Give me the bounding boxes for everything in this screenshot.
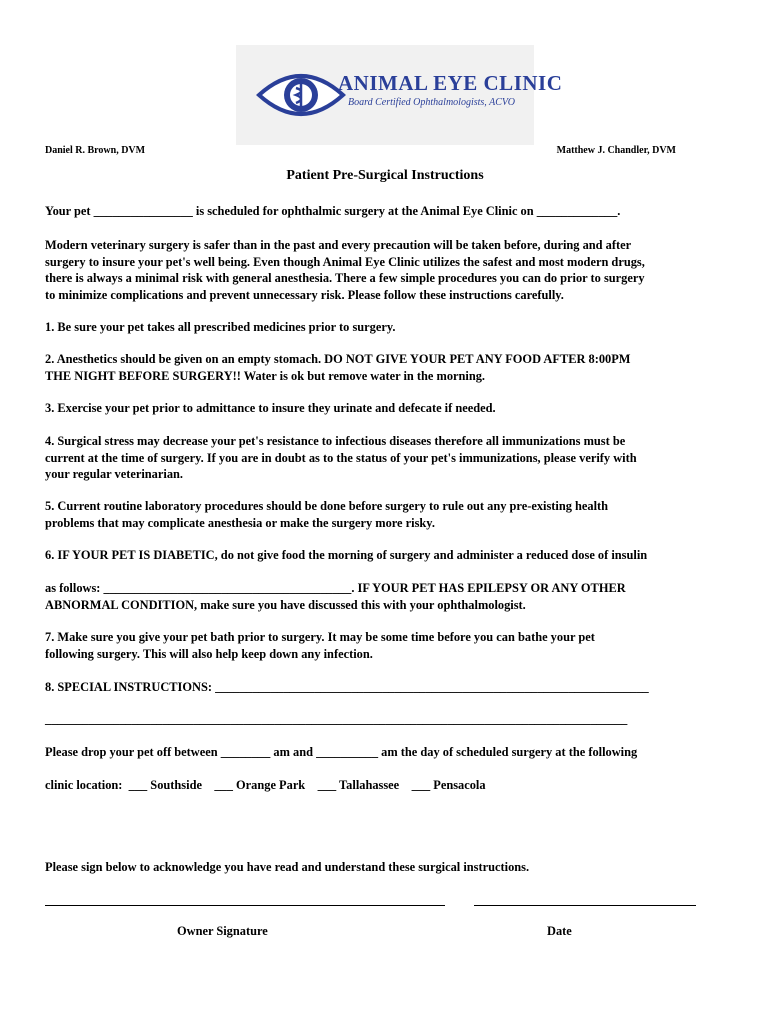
eye-logo-icon [256,63,346,127]
owner-signature-label: Owner Signature [177,924,268,938]
date-label: Date [547,924,572,938]
clinic-location-line: clinic location: ___ Southside ___ Orange Park ___ Tallahassee ___ Pensacola [45,778,486,792]
dropoff-line: Please drop your pet off between ________ am and __________ am the day of scheduled surgery at the following [45,745,638,759]
instruction-3 [45,400,735,417]
instruction-line: as follows: ________________________________________. IF YOUR PET HAS EPILEPSY OR ANY OTHER [45,581,626,595]
instruction-7 [45,629,735,662]
clinic-logo [236,45,563,145]
doctor-left: Daniel R. Brown, DVM [45,145,146,156]
intro-line: Your pet ________________ is scheduled for ophthalmic surgery at the Animal Eye Clinic on _____________. [45,204,621,218]
instruction-line: your regular veterinarian. [45,467,184,481]
date-line[interactable] [474,905,696,906]
page-title: Patient Pre-Surgical Instructions [286,168,484,183]
instruction-6-continued [45,580,735,613]
instruction-line: ______________________________________________________________________________________________ [45,712,628,726]
instruction-8-continued [45,711,735,728]
instruction-line: 5. Current routine laboratory procedures should be done before surgery to rule out any pre-existing health [45,499,609,513]
instruction-line: 6. IF YOUR PET IS DIABETIC, do not give food the morning of surgery and administer a reduced dose of insulin [45,548,648,562]
paragraph-line: surgery to insure your pet's well being. Even though Animal Eye Clinic utilizes the safest and most modern drugs, [45,254,645,269]
instruction-6 [45,547,735,564]
instruction-line: current at the time of surgery. If you are in doubt as to the status of your pet's immunizations, please verify with [45,450,637,465]
instruction-line: 3. Exercise your pet prior to admittance to insure they urinate and defecate if needed. [45,401,496,415]
instruction-line: 8. SPECIAL INSTRUCTIONS: ______________________________________________________________________ [45,680,649,694]
owner-signature-line[interactable] [45,905,445,906]
instruction-2 [45,351,735,384]
logo-clinic-name: ANIMAL EYE CLINIC [338,71,563,95]
paragraph-line: Modern veterinary surgery is safer than in the past and every precaution will be taken before, during and after [45,238,632,252]
doctor-right: Matthew J. Chandler, DVM [556,145,676,156]
instruction-line: 7. Make sure you give your pet bath prior to surgery. It may be some time before you can bathe your pet [45,630,595,644]
instruction-4 [45,433,735,483]
instruction-line: ABNORMAL CONDITION, make sure you have discussed this with your ophthalmologist. [45,597,526,612]
instruction-5 [45,498,735,531]
instruction-1 [45,319,735,336]
paragraph-line: to minimize complications and prevent unnecessary risk. Please follow these instructions carefully. [45,287,564,302]
instruction-line: 1. Be sure your pet takes all prescribed medicines prior to surgery. [45,320,396,334]
instruction-line: problems that may complicate anesthesia or make the surgery more risky. [45,515,435,530]
instruction-line: THE NIGHT BEFORE SURGERY!! Water is ok but remove water in the morning. [45,368,486,383]
instruction-8 [45,679,735,696]
instruction-line: 2. Anesthetics should be given on an empty stomach. DO NOT GIVE YOUR PET ANY FOOD AFTER 8:00PM [45,352,631,366]
intro-paragraph [45,237,735,303]
logo-tagline: Board Certified Ophthalmologists, ACVO [348,97,515,108]
instruction-line: following surgery. This will also help keep down any infection. [45,646,373,661]
acknowledge-line: Please sign below to acknowledge you have read and understand these surgical instructions. [45,860,530,874]
paragraph-line: there is always a minimal risk with general anesthesia. There a few simple procedures you can do prior to surgery [45,271,645,285]
instruction-line: 4. Surgical stress may decrease your pet's resistance to infectious diseases therefore all immunizations must be [45,434,626,448]
